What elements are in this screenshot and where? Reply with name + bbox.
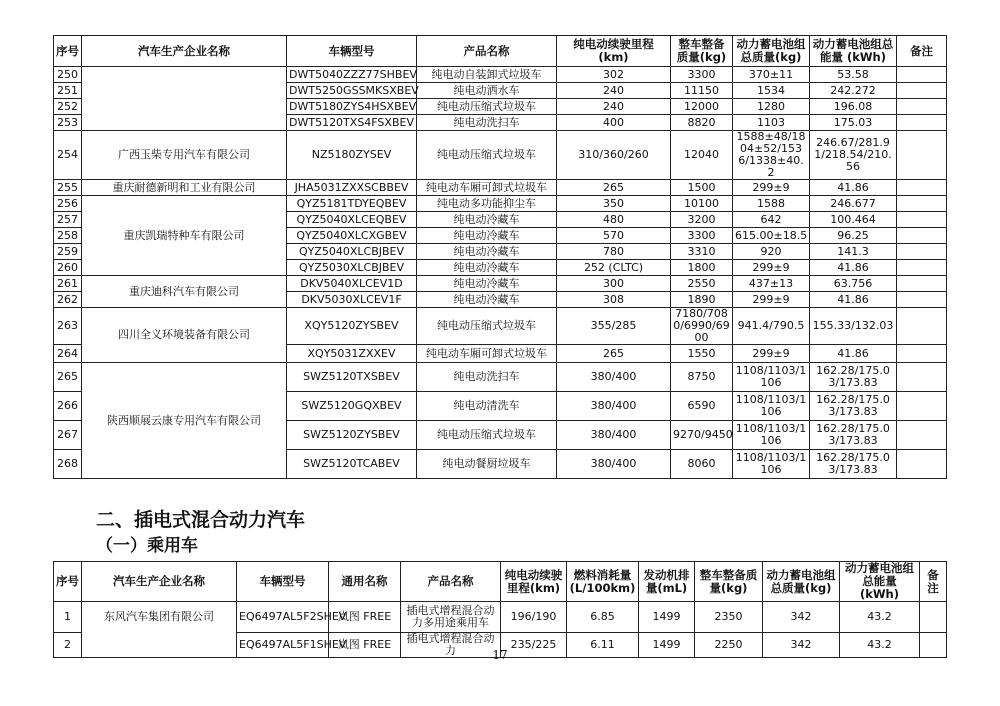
- cell-battery-energy: 162.28/175.03/173.83: [810, 363, 897, 392]
- cell-battery-energy: 96.25: [810, 228, 897, 244]
- cell-remark: [897, 180, 947, 196]
- cell-mass: 3310: [671, 244, 733, 260]
- cell-range: 355/285: [557, 308, 671, 345]
- cell-mass: 1500: [671, 180, 733, 196]
- header-no: 序号: [54, 562, 82, 602]
- cell-range: 570: [557, 228, 671, 244]
- cell-product: 纯电动冷藏车: [417, 292, 557, 308]
- cell-model: DWT5040ZZZ77SHBEV: [287, 67, 417, 83]
- cell-mass: 2550: [671, 276, 733, 292]
- cell-remark: [897, 308, 947, 345]
- cell-remark: [897, 392, 947, 421]
- header-no: 序号: [54, 36, 82, 67]
- cell-common-name: 岚图 FREE: [329, 633, 401, 658]
- cell-no: 261: [54, 276, 82, 292]
- cell-battery-mass: 1588: [733, 196, 810, 212]
- cell-no: 2: [54, 633, 82, 658]
- cell-fuel: 6.11: [567, 633, 639, 658]
- cell-range: 380/400: [557, 363, 671, 392]
- cell-battery-mass: 299±9: [733, 292, 810, 308]
- cell-model: SWZ5120TXSBEV: [287, 363, 417, 392]
- cell-model: XQY5031ZXXEV: [287, 345, 417, 363]
- cell-battery-energy: 100.464: [810, 212, 897, 228]
- cell-battery-energy: 162.28/175.03/173.83: [810, 421, 897, 450]
- table-row: [54, 131, 947, 180]
- cell-company: [82, 67, 287, 131]
- cell-battery-energy: 246.67/281.91/218.54/210.56: [810, 131, 897, 180]
- cell-product: 纯电动洗扫车: [417, 363, 557, 392]
- cell-range: 302: [557, 67, 671, 83]
- header-common-name: 通用名称: [329, 562, 401, 602]
- cell-range: 235/225: [501, 633, 567, 658]
- header-product: 产品名称: [417, 36, 557, 67]
- cell-model: QYZ5040XLCBJBEV: [287, 244, 417, 260]
- cell-battery-energy: 175.03: [810, 115, 897, 131]
- cell-no: 264: [54, 345, 82, 363]
- cell-no: 258: [54, 228, 82, 244]
- cell-remark: [920, 602, 947, 633]
- cell-mass: 2350: [695, 602, 763, 633]
- cell-battery-mass: 1108/1103/1106: [733, 421, 810, 450]
- cell-battery-mass: 941.4/790.5: [733, 308, 810, 345]
- cell-battery-energy: 41.86: [810, 260, 897, 276]
- cell-range: 252 (CLTC): [557, 260, 671, 276]
- cell-battery-mass: 299±9: [733, 180, 810, 196]
- cell-mass: 1890: [671, 292, 733, 308]
- cell-battery-energy: 43.2: [840, 633, 920, 658]
- cell-battery-energy: 41.86: [810, 345, 897, 363]
- cell-battery-mass: 370±11: [733, 67, 810, 83]
- cell-model: QYZ5030XLCBJBEV: [287, 260, 417, 276]
- cell-company: 重庆凯瑞特种车有限公司: [82, 196, 287, 276]
- cell-model: SWZ5120GQXBEV: [287, 392, 417, 421]
- cell-mass: 11150: [671, 83, 733, 99]
- cell-mass: 3300: [671, 228, 733, 244]
- cell-battery-mass: 1103: [733, 115, 810, 131]
- cell-company: 重庆迪科汽车有限公司: [82, 276, 287, 308]
- cell-battery-energy: 242.272: [810, 83, 897, 99]
- cell-product: 纯电动压缩式垃圾车: [417, 308, 557, 345]
- cell-mass: 1800: [671, 260, 733, 276]
- cell-no: 251: [54, 83, 82, 99]
- cell-range: 196/190: [501, 602, 567, 633]
- cell-product: 插电式增程混合动力: [401, 633, 501, 658]
- cell-model: XQY5120ZYSBEV: [287, 308, 417, 345]
- cell-product: 纯电动自装卸式垃圾车: [417, 67, 557, 83]
- section-title: 二、插电式混合动力汽车: [96, 509, 306, 531]
- cell-range: 240: [557, 99, 671, 115]
- cell-model: EQ6497AL5F1SHEV: [237, 633, 329, 658]
- header-mass: 整车整备质量(kg): [671, 36, 733, 67]
- cell-mass: 7180/7080/6990/6900: [671, 308, 733, 345]
- table-row: [54, 308, 947, 345]
- cell-no: 265: [54, 363, 82, 392]
- table-row: [54, 276, 947, 292]
- cell-product: 纯电动冷藏车: [417, 244, 557, 260]
- cell-product: 纯电动冷藏车: [417, 212, 557, 228]
- cell-product: 纯电动冷藏车: [417, 228, 557, 244]
- cell-battery-mass: 1588±48/1804±52/1536/1338±40.2: [733, 131, 810, 180]
- cell-displacement: 1499: [639, 633, 695, 658]
- cell-product: 纯电动压缩式垃圾车: [417, 99, 557, 115]
- cell-battery-mass: 1108/1103/1106: [733, 450, 810, 479]
- cell-model: JHA5031ZXXSCBBEV: [287, 180, 417, 196]
- cell-mass: 8820: [671, 115, 733, 131]
- cell-battery-energy: 43.2: [840, 602, 920, 633]
- cell-fuel: 6.85: [567, 602, 639, 633]
- table-row: [54, 602, 947, 633]
- cell-remark: [897, 345, 947, 363]
- header-company: 汽车生产企业名称: [82, 562, 237, 602]
- cell-model: EQ6497AL5F2SHEV: [237, 602, 329, 633]
- cell-product: 纯电动冷藏车: [417, 276, 557, 292]
- header-product: 产品名称: [401, 562, 501, 602]
- cell-company: 陕西顺展云康专用汽车有限公司: [82, 363, 287, 479]
- cell-no: 266: [54, 392, 82, 421]
- cell-mass: 8060: [671, 450, 733, 479]
- cell-product: 纯电动压缩式垃圾车: [417, 421, 557, 450]
- cell-battery-energy: 141.3: [810, 244, 897, 260]
- cell-no: 268: [54, 450, 82, 479]
- cell-remark: [897, 421, 947, 450]
- cell-battery-energy: 162.28/175.03/173.83: [810, 450, 897, 479]
- table-row: [54, 363, 947, 392]
- cell-model: QYZ5181TDYEQBEV: [287, 196, 417, 212]
- cell-remark: [897, 115, 947, 131]
- cell-model: SWZ5120TCABEV: [287, 450, 417, 479]
- cell-remark: [897, 260, 947, 276]
- cell-mass: 1550: [671, 345, 733, 363]
- cell-model: DKV5030XLCEV1F: [287, 292, 417, 308]
- header-model: 车辆型号: [287, 36, 417, 67]
- cell-mass: 2250: [695, 633, 763, 658]
- cell-product: 纯电动多功能抑尘车: [417, 196, 557, 212]
- header-battery-mass: 动力蓄电池组总质量(kg): [763, 562, 840, 602]
- cell-mass: 12000: [671, 99, 733, 115]
- cell-battery-energy: 53.58: [810, 67, 897, 83]
- cell-battery-mass: 1108/1103/1106: [733, 392, 810, 421]
- cell-range: 240: [557, 83, 671, 99]
- cell-no: 262: [54, 292, 82, 308]
- header-battery-energy: 动力蓄电池组总能量 (kWh): [840, 562, 920, 602]
- cell-model: DWT5120TXS4FSXBEV: [287, 115, 417, 131]
- cell-no: 252: [54, 99, 82, 115]
- cell-battery-energy: 162.28/175.03/173.83: [810, 392, 897, 421]
- cell-battery-energy: 196.08: [810, 99, 897, 115]
- cell-model: DWT5250GSSMKSXBEV: [287, 83, 417, 99]
- cell-no: 1: [54, 602, 82, 633]
- cell-battery-energy: 41.86: [810, 180, 897, 196]
- cell-no: 255: [54, 180, 82, 196]
- cell-mass: 10100: [671, 196, 733, 212]
- cell-no: 267: [54, 421, 82, 450]
- cell-remark: [897, 83, 947, 99]
- cell-model: DWT5180ZYS4HSXBEV: [287, 99, 417, 115]
- ev-catalog-table: [53, 35, 947, 479]
- cell-product: 纯电动清洗车: [417, 392, 557, 421]
- cell-battery-mass: 342: [763, 633, 840, 658]
- cell-model: NZ5180ZYSEV: [287, 131, 417, 180]
- cell-model: SWZ5120ZYSBEV: [287, 421, 417, 450]
- cell-battery-mass: 1280: [733, 99, 810, 115]
- cell-product: 纯电动餐厨垃圾车: [417, 450, 557, 479]
- header-battery-mass: 动力蓄电池组总质量(kg): [733, 36, 810, 67]
- cell-remark: [897, 292, 947, 308]
- cell-range: 350: [557, 196, 671, 212]
- cell-battery-mass: 342: [763, 602, 840, 633]
- cell-remark: [897, 212, 947, 228]
- cell-range: 480: [557, 212, 671, 228]
- cell-battery-mass: 437±13: [733, 276, 810, 292]
- cell-company: 四川全义环境装备有限公司: [82, 308, 287, 363]
- cell-no: 253: [54, 115, 82, 131]
- cell-product: 纯电动洗扫车: [417, 115, 557, 131]
- cell-battery-energy: 246.677: [810, 196, 897, 212]
- cell-range: 380/400: [557, 450, 671, 479]
- cell-battery-mass: 299±9: [733, 345, 810, 363]
- table-row: [54, 196, 947, 212]
- header-range: 纯电动续驶里程(km): [501, 562, 567, 602]
- cell-mass: 3200: [671, 212, 733, 228]
- cell-battery-mass: 1108/1103/1106: [733, 363, 810, 392]
- cell-no: 263: [54, 308, 82, 345]
- cell-no: 259: [54, 244, 82, 260]
- table-row: [54, 180, 947, 196]
- cell-range: 300: [557, 276, 671, 292]
- cell-battery-mass: 615.00±18.5: [733, 228, 810, 244]
- cell-mass: 6590: [671, 392, 733, 421]
- header-model: 车辆型号: [237, 562, 329, 602]
- cell-company: 重庆耐德新明和工业有限公司: [82, 180, 287, 196]
- cell-remark: [897, 363, 947, 392]
- cell-remark: [897, 67, 947, 83]
- section-subtitle: （一）乘用车: [96, 536, 198, 556]
- cell-mass: 3300: [671, 67, 733, 83]
- page-number: 17: [492, 648, 508, 662]
- cell-model: DKV5040XLCEV1D: [287, 276, 417, 292]
- cell-range: 310/360/260: [557, 131, 671, 180]
- cell-range: 380/400: [557, 392, 671, 421]
- cell-product: 纯电动车厢可卸式垃圾车: [417, 345, 557, 363]
- cell-common-name: 岚图 FREE: [329, 602, 401, 633]
- cell-range: 780: [557, 244, 671, 260]
- cell-range: 265: [557, 345, 671, 363]
- cell-company: 东风汽车集团有限公司: [82, 602, 237, 658]
- cell-remark: [897, 228, 947, 244]
- cell-remark: [897, 450, 947, 479]
- cell-model: QYZ5040XLCEQBEV: [287, 212, 417, 228]
- cell-product: 纯电动冷藏车: [417, 260, 557, 276]
- cell-battery-energy: 155.33/132.03: [810, 308, 897, 345]
- cell-remark: [897, 131, 947, 180]
- cell-no: 254: [54, 131, 82, 180]
- cell-no: 250: [54, 67, 82, 83]
- phev-catalog-table: [53, 561, 947, 658]
- cell-no: 260: [54, 260, 82, 276]
- cell-range: 380/400: [557, 421, 671, 450]
- cell-product: 插电式增程混合动力多用途乘用车: [401, 602, 501, 633]
- cell-remark: [897, 196, 947, 212]
- cell-remark: [897, 276, 947, 292]
- header-mass: 整车整备质量(kg): [695, 562, 763, 602]
- table-header-row: [54, 562, 947, 602]
- cell-model: QYZ5040XLCXGBEV: [287, 228, 417, 244]
- cell-range: 308: [557, 292, 671, 308]
- table-row: [54, 67, 947, 83]
- header-fuel: 燃料消耗量 (L/100km): [567, 562, 639, 602]
- cell-battery-energy: 63.756: [810, 276, 897, 292]
- cell-mass: 12040: [671, 131, 733, 180]
- header-company: 汽车生产企业名称: [82, 36, 287, 67]
- cell-range: 265: [557, 180, 671, 196]
- cell-no: 257: [54, 212, 82, 228]
- header-remark: 备注: [920, 562, 947, 602]
- table-header-row: [54, 36, 947, 67]
- cell-product: 纯电动洒水车: [417, 83, 557, 99]
- cell-displacement: 1499: [639, 602, 695, 633]
- cell-battery-mass: 299±9: [733, 260, 810, 276]
- header-range: 纯电动续驶里程(km): [557, 36, 671, 67]
- cell-battery-energy: 41.86: [810, 292, 897, 308]
- cell-remark: [897, 99, 947, 115]
- cell-no: 256: [54, 196, 82, 212]
- cell-product: 纯电动车厢可卸式垃圾车: [417, 180, 557, 196]
- header-displacement: 发动机排量(mL): [639, 562, 695, 602]
- cell-company: 广西玉柴专用汽车有限公司: [82, 131, 287, 180]
- cell-battery-mass: 1534: [733, 83, 810, 99]
- cell-product: 纯电动压缩式垃圾车: [417, 131, 557, 180]
- header-battery-energy: 动力蓄电池组总能量 (kWh): [810, 36, 897, 67]
- cell-mass: 8750: [671, 363, 733, 392]
- cell-remark: [897, 244, 947, 260]
- cell-mass: 9270/9450: [671, 421, 733, 450]
- cell-battery-mass: 920: [733, 244, 810, 260]
- cell-battery-mass: 642: [733, 212, 810, 228]
- header-remark: 备注: [897, 36, 947, 67]
- cell-range: 400: [557, 115, 671, 131]
